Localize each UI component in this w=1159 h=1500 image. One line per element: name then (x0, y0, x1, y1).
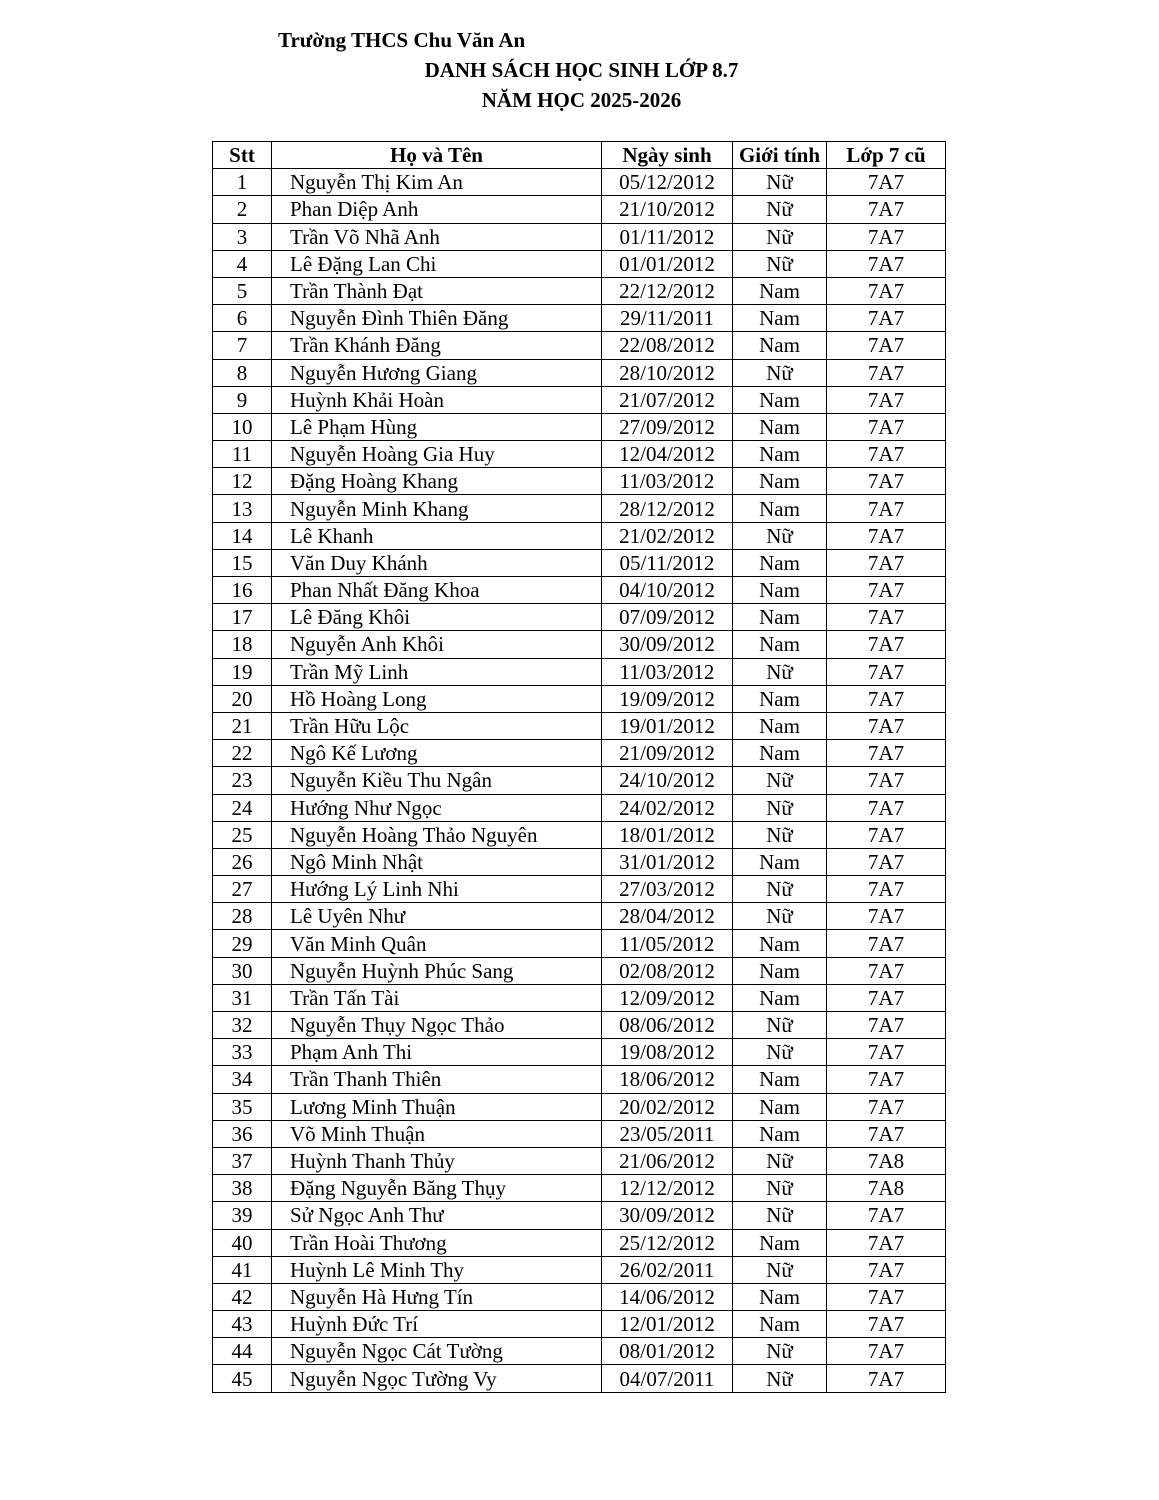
cell-stt: 2 (213, 196, 272, 223)
cell-name: Sử Ngọc Anh Thư (272, 1202, 602, 1229)
cell-name: Phan Diệp Anh (272, 196, 602, 223)
cell-stt: 15 (213, 549, 272, 576)
cell-stt: 43 (213, 1311, 272, 1338)
cell-birthdate: 05/11/2012 (602, 549, 733, 576)
cell-gender: Nữ (733, 1147, 827, 1174)
column-header-birthdate: Ngày sinh (602, 142, 733, 169)
cell-name: Ngô Minh Nhật (272, 848, 602, 875)
cell-old-class: 7A8 (827, 1147, 946, 1174)
cell-stt: 19 (213, 658, 272, 685)
cell-stt: 11 (213, 441, 272, 468)
school-name: Trường THCS Chu Văn An (278, 28, 526, 52)
cell-stt: 38 (213, 1175, 272, 1202)
cell-gender: Nữ (733, 1039, 827, 1066)
cell-name: Trần Võ Nhã Anh (272, 223, 602, 250)
cell-name: Hướng Như Ngọc (272, 794, 602, 821)
cell-stt: 12 (213, 468, 272, 495)
cell-gender: Nữ (733, 169, 827, 196)
cell-birthdate: 28/04/2012 (602, 903, 733, 930)
cell-old-class: 7A7 (827, 522, 946, 549)
cell-name: Nguyễn Hương Giang (272, 359, 602, 386)
cell-old-class: 7A7 (827, 495, 946, 522)
cell-stt: 28 (213, 903, 272, 930)
cell-gender: Nữ (733, 876, 827, 903)
cell-gender: Nữ (733, 359, 827, 386)
cell-stt: 30 (213, 957, 272, 984)
cell-gender: Nam (733, 984, 827, 1011)
cell-stt: 31 (213, 984, 272, 1011)
cell-old-class: 7A7 (827, 250, 946, 277)
cell-name: Nguyễn Minh Khang (272, 495, 602, 522)
cell-gender: Nữ (733, 658, 827, 685)
cell-old-class: 7A7 (827, 903, 946, 930)
table-row (213, 169, 946, 196)
cell-stt: 23 (213, 767, 272, 794)
cell-stt: 17 (213, 604, 272, 631)
cell-old-class: 7A7 (827, 631, 946, 658)
table-row (213, 549, 946, 576)
column-header-gender: Giới tính (733, 142, 827, 169)
table-row (213, 631, 946, 658)
cell-name: Trần Mỹ Linh (272, 658, 602, 685)
table-row (213, 1120, 946, 1147)
cell-stt: 36 (213, 1120, 272, 1147)
cell-birthdate: 19/01/2012 (602, 712, 733, 739)
table-row (213, 413, 946, 440)
cell-birthdate: 29/11/2011 (602, 305, 733, 332)
cell-birthdate: 22/08/2012 (602, 332, 733, 359)
cell-name: Huỳnh Khải Hoàn (272, 386, 602, 413)
cell-old-class: 7A7 (827, 740, 946, 767)
cell-old-class: 7A7 (827, 930, 946, 957)
cell-stt: 40 (213, 1229, 272, 1256)
cell-gender: Nữ (733, 794, 827, 821)
cell-birthdate: 31/01/2012 (602, 848, 733, 875)
cell-old-class: 7A7 (827, 549, 946, 576)
cell-birthdate: 11/05/2012 (602, 930, 733, 957)
cell-gender: Nữ (733, 1256, 827, 1283)
cell-name: Trần Hữu Lộc (272, 712, 602, 739)
cell-old-class: 7A7 (827, 712, 946, 739)
cell-gender: Nữ (733, 522, 827, 549)
cell-old-class: 7A7 (827, 1039, 946, 1066)
cell-old-class: 7A7 (827, 1202, 946, 1229)
cell-old-class: 7A7 (827, 1066, 946, 1093)
cell-birthdate: 21/02/2012 (602, 522, 733, 549)
cell-gender: Nam (733, 468, 827, 495)
cell-name: Nguyễn Ngọc Tường Vy (272, 1365, 602, 1392)
table-row (213, 1311, 946, 1338)
cell-name: Trần Thành Đạt (272, 277, 602, 304)
cell-old-class: 7A7 (827, 957, 946, 984)
cell-name: Đặng Nguyễn Băng Thụy (272, 1175, 602, 1202)
cell-birthdate: 18/06/2012 (602, 1066, 733, 1093)
table-row (213, 876, 946, 903)
cell-stt: 20 (213, 685, 272, 712)
cell-birthdate: 21/10/2012 (602, 196, 733, 223)
cell-stt: 25 (213, 821, 272, 848)
cell-stt: 24 (213, 794, 272, 821)
column-header-name: Họ và Tên (272, 142, 602, 169)
table-row (213, 250, 946, 277)
cell-birthdate: 23/05/2011 (602, 1120, 733, 1147)
cell-birthdate: 12/09/2012 (602, 984, 733, 1011)
cell-name: Phan Nhất Đăng Khoa (272, 577, 602, 604)
cell-birthdate: 02/08/2012 (602, 957, 733, 984)
cell-old-class: 7A7 (827, 468, 946, 495)
cell-gender: Nam (733, 1229, 827, 1256)
cell-old-class: 7A7 (827, 984, 946, 1011)
cell-birthdate: 01/11/2012 (602, 223, 733, 250)
cell-name: Trần Khánh Đăng (272, 332, 602, 359)
cell-birthdate: 21/06/2012 (602, 1147, 733, 1174)
cell-old-class: 7A7 (827, 332, 946, 359)
cell-gender: Nữ (733, 1175, 827, 1202)
cell-birthdate: 07/09/2012 (602, 604, 733, 631)
cell-birthdate: 27/09/2012 (602, 413, 733, 440)
cell-stt: 7 (213, 332, 272, 359)
cell-gender: Nữ (733, 1365, 827, 1392)
cell-name: Nguyễn Kiều Thu Ngân (272, 767, 602, 794)
cell-name: Phạm Anh Thi (272, 1039, 602, 1066)
table-row (213, 223, 946, 250)
cell-gender: Nam (733, 413, 827, 440)
cell-gender: Nam (733, 332, 827, 359)
cell-old-class: 7A7 (827, 277, 946, 304)
cell-stt: 37 (213, 1147, 272, 1174)
cell-old-class: 7A7 (827, 413, 946, 440)
cell-name: Nguyễn Ngọc Cát Tường (272, 1338, 602, 1365)
cell-stt: 21 (213, 712, 272, 739)
cell-birthdate: 12/04/2012 (602, 441, 733, 468)
cell-birthdate: 28/12/2012 (602, 495, 733, 522)
cell-stt: 33 (213, 1039, 272, 1066)
cell-gender: Nam (733, 1093, 827, 1120)
table-row (213, 359, 946, 386)
cell-birthdate: 25/12/2012 (602, 1229, 733, 1256)
cell-old-class: 7A7 (827, 794, 946, 821)
cell-name: Lê Uyên Như (272, 903, 602, 930)
cell-name: Huỳnh Đức Trí (272, 1311, 602, 1338)
cell-stt: 39 (213, 1202, 272, 1229)
cell-stt: 8 (213, 359, 272, 386)
cell-birthdate: 05/12/2012 (602, 169, 733, 196)
cell-stt: 3 (213, 223, 272, 250)
table-row (213, 468, 946, 495)
cell-name: Lê Đặng Lan Chi (272, 250, 602, 277)
cell-birthdate: 11/03/2012 (602, 468, 733, 495)
cell-gender: Nam (733, 577, 827, 604)
table-row (213, 441, 946, 468)
cell-stt: 9 (213, 386, 272, 413)
table-row (213, 957, 946, 984)
cell-birthdate: 11/03/2012 (602, 658, 733, 685)
cell-gender: Nam (733, 1120, 827, 1147)
cell-name: Trần Tấn Tài (272, 984, 602, 1011)
cell-gender: Nữ (733, 903, 827, 930)
cell-stt: 42 (213, 1283, 272, 1310)
cell-name: Ngô Kế Lương (272, 740, 602, 767)
table-row (213, 1039, 946, 1066)
column-header-stt: Stt (213, 142, 272, 169)
table-row (213, 767, 946, 794)
cell-old-class: 7A7 (827, 658, 946, 685)
cell-birthdate: 28/10/2012 (602, 359, 733, 386)
cell-name: Nguyễn Thụy Ngọc Thảo (272, 1012, 602, 1039)
cell-birthdate: 18/01/2012 (602, 821, 733, 848)
cell-gender: Nam (733, 1311, 827, 1338)
cell-name: Hồ Hoàng Long (272, 685, 602, 712)
document-title: DANH SÁCH HỌC SINH LỚP 8.7 (424, 58, 739, 82)
cell-gender: Nam (733, 277, 827, 304)
table-header-row (213, 142, 946, 169)
cell-old-class: 7A7 (827, 821, 946, 848)
table-row (213, 1147, 946, 1174)
cell-birthdate: 26/02/2011 (602, 1256, 733, 1283)
cell-name: Nguyễn Hoàng Gia Huy (272, 441, 602, 468)
cell-name: Nguyễn Hà Hưng Tín (272, 1283, 602, 1310)
table-row (213, 794, 946, 821)
cell-birthdate: 12/01/2012 (602, 1311, 733, 1338)
cell-stt: 45 (213, 1365, 272, 1392)
cell-old-class: 7A7 (827, 359, 946, 386)
cell-gender: Nữ (733, 1012, 827, 1039)
cell-name: Huỳnh Thanh Thủy (272, 1147, 602, 1174)
cell-old-class: 7A8 (827, 1175, 946, 1202)
cell-birthdate: 08/06/2012 (602, 1012, 733, 1039)
cell-gender: Nữ (733, 767, 827, 794)
cell-gender: Nam (733, 631, 827, 658)
cell-name: Lương Minh Thuận (272, 1093, 602, 1120)
cell-birthdate: 21/09/2012 (602, 740, 733, 767)
cell-name: Nguyễn Hoàng Thảo Nguyên (272, 821, 602, 848)
cell-stt: 22 (213, 740, 272, 767)
cell-name: Hướng Lý Linh Nhi (272, 876, 602, 903)
cell-gender: Nam (733, 712, 827, 739)
cell-birthdate: 04/10/2012 (602, 577, 733, 604)
cell-stt: 44 (213, 1338, 272, 1365)
school-year: NĂM HỌC 2025-2026 (481, 88, 682, 112)
cell-old-class: 7A7 (827, 1012, 946, 1039)
cell-gender: Nam (733, 549, 827, 576)
cell-stt: 10 (213, 413, 272, 440)
cell-birthdate: 08/01/2012 (602, 1338, 733, 1365)
cell-birthdate: 30/09/2012 (602, 1202, 733, 1229)
cell-gender: Nam (733, 957, 827, 984)
table-row (213, 712, 946, 739)
cell-gender: Nam (733, 441, 827, 468)
cell-name: Huỳnh Lê Minh Thy (272, 1256, 602, 1283)
cell-gender: Nam (733, 386, 827, 413)
table-row (213, 332, 946, 359)
cell-birthdate: 19/08/2012 (602, 1039, 733, 1066)
cell-name: Nguyễn Anh Khôi (272, 631, 602, 658)
cell-birthdate: 01/01/2012 (602, 250, 733, 277)
cell-old-class: 7A7 (827, 1229, 946, 1256)
table-row (213, 1338, 946, 1365)
cell-name: Lê Phạm Hùng (272, 413, 602, 440)
cell-birthdate: 24/02/2012 (602, 794, 733, 821)
cell-gender: Nữ (733, 1338, 827, 1365)
cell-stt: 5 (213, 277, 272, 304)
cell-stt: 18 (213, 631, 272, 658)
cell-stt: 26 (213, 848, 272, 875)
cell-birthdate: 30/09/2012 (602, 631, 733, 658)
cell-birthdate: 19/09/2012 (602, 685, 733, 712)
cell-birthdate: 22/12/2012 (602, 277, 733, 304)
cell-birthdate: 27/03/2012 (602, 876, 733, 903)
table-row (213, 1012, 946, 1039)
cell-birthdate: 12/12/2012 (602, 1175, 733, 1202)
table-row (213, 1066, 946, 1093)
column-header-old-class: Lớp 7 cũ (827, 142, 946, 169)
cell-gender: Nam (733, 685, 827, 712)
cell-birthdate: 21/07/2012 (602, 386, 733, 413)
cell-old-class: 7A7 (827, 305, 946, 332)
table-row (213, 821, 946, 848)
cell-stt: 32 (213, 1012, 272, 1039)
table-row (213, 930, 946, 957)
cell-old-class: 7A7 (827, 223, 946, 250)
table-row (213, 305, 946, 332)
cell-old-class: 7A7 (827, 1365, 946, 1392)
cell-gender: Nữ (733, 223, 827, 250)
cell-stt: 27 (213, 876, 272, 903)
cell-gender: Nam (733, 930, 827, 957)
cell-stt: 29 (213, 930, 272, 957)
cell-name: Trần Thanh Thiên (272, 1066, 602, 1093)
cell-gender: Nữ (733, 821, 827, 848)
table-row (213, 495, 946, 522)
table-row (213, 1283, 946, 1310)
table-row (213, 903, 946, 930)
cell-old-class: 7A7 (827, 604, 946, 631)
cell-name: Văn Duy Khánh (272, 549, 602, 576)
cell-gender: Nữ (733, 196, 827, 223)
cell-stt: 34 (213, 1066, 272, 1093)
table-row (213, 984, 946, 1011)
table-row (213, 740, 946, 767)
cell-old-class: 7A7 (827, 1311, 946, 1338)
table-row (213, 1365, 946, 1392)
cell-stt: 14 (213, 522, 272, 549)
cell-name: Lê Khanh (272, 522, 602, 549)
table-row (213, 658, 946, 685)
cell-stt: 16 (213, 577, 272, 604)
cell-name: Lê Đăng Khôi (272, 604, 602, 631)
table-row (213, 1093, 946, 1120)
cell-old-class: 7A7 (827, 577, 946, 604)
cell-old-class: 7A7 (827, 1093, 946, 1120)
cell-old-class: 7A7 (827, 876, 946, 903)
table-row (213, 1229, 946, 1256)
cell-stt: 1 (213, 169, 272, 196)
cell-old-class: 7A7 (827, 1120, 946, 1147)
cell-birthdate: 20/02/2012 (602, 1093, 733, 1120)
cell-old-class: 7A7 (827, 1283, 946, 1310)
cell-gender: Nam (733, 848, 827, 875)
cell-old-class: 7A7 (827, 441, 946, 468)
table-row (213, 604, 946, 631)
table-row (213, 685, 946, 712)
cell-gender: Nam (733, 1066, 827, 1093)
cell-old-class: 7A7 (827, 848, 946, 875)
table-body (213, 169, 946, 1392)
cell-birthdate: 14/06/2012 (602, 1283, 733, 1310)
cell-name: Đặng Hoàng Khang (272, 468, 602, 495)
cell-stt: 41 (213, 1256, 272, 1283)
table-row (213, 386, 946, 413)
cell-stt: 35 (213, 1093, 272, 1120)
cell-name: Nguyễn Thị Kim An (272, 169, 602, 196)
cell-name: Nguyễn Đình Thiên Đăng (272, 305, 602, 332)
cell-name: Võ Minh Thuận (272, 1120, 602, 1147)
cell-old-class: 7A7 (827, 386, 946, 413)
cell-old-class: 7A7 (827, 169, 946, 196)
cell-birthdate: 24/10/2012 (602, 767, 733, 794)
student-list-table (212, 141, 946, 1393)
table-row (213, 277, 946, 304)
cell-gender: Nữ (733, 250, 827, 277)
cell-gender: Nam (733, 740, 827, 767)
cell-old-class: 7A7 (827, 196, 946, 223)
cell-name: Văn Minh Quân (272, 930, 602, 957)
cell-stt: 4 (213, 250, 272, 277)
cell-gender: Nam (733, 604, 827, 631)
cell-gender: Nam (733, 305, 827, 332)
cell-name: Trần Hoài Thương (272, 1229, 602, 1256)
table-row (213, 522, 946, 549)
cell-old-class: 7A7 (827, 1338, 946, 1365)
cell-old-class: 7A7 (827, 685, 946, 712)
table-row (213, 196, 946, 223)
cell-gender: Nữ (733, 1202, 827, 1229)
cell-old-class: 7A7 (827, 767, 946, 794)
table-row (213, 577, 946, 604)
cell-gender: Nam (733, 495, 827, 522)
cell-stt: 13 (213, 495, 272, 522)
cell-gender: Nam (733, 1283, 827, 1310)
table-row (213, 848, 946, 875)
table-row (213, 1256, 946, 1283)
cell-stt: 6 (213, 305, 272, 332)
table-row (213, 1202, 946, 1229)
table-row (213, 1175, 946, 1202)
cell-birthdate: 04/07/2011 (602, 1365, 733, 1392)
cell-name: Nguyễn Huỳnh Phúc Sang (272, 957, 602, 984)
cell-old-class: 7A7 (827, 1256, 946, 1283)
